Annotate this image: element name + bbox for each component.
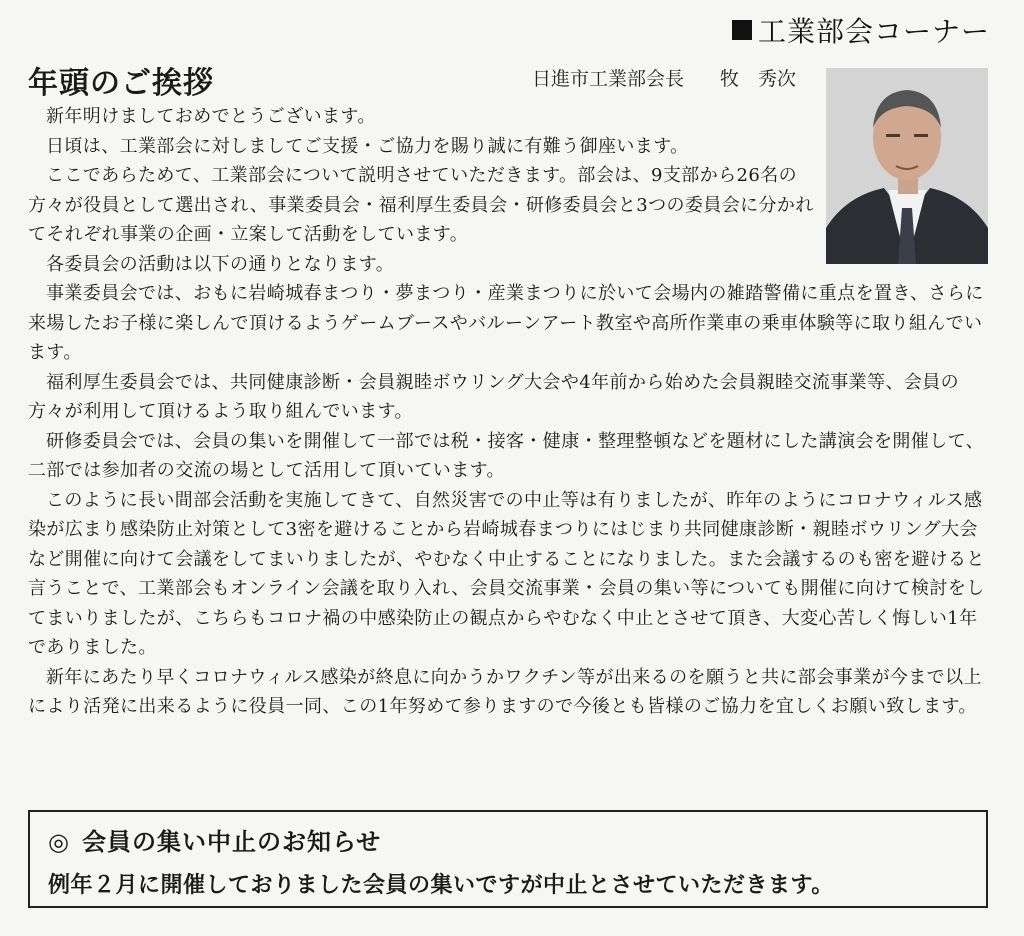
author-line bbox=[532, 64, 796, 91]
notice-box bbox=[28, 810, 988, 908]
square-bullet-icon bbox=[732, 20, 752, 40]
paragraph: 福利厚生委員会では、共同健康診断・会員親睦ボウリング大会や4年前から始めた会員親睦交流事業等、会員の方々が利用して頂けるよう取り組んでいます。 bbox=[28, 371, 960, 422]
article-title: 年頭のご挨拶 bbox=[28, 66, 214, 101]
author-name: 牧 秀次 bbox=[720, 68, 797, 90]
paragraph: 各委員会の活動は以下の通りとなります。 bbox=[46, 253, 395, 275]
double-circle-icon: ◎ bbox=[48, 828, 70, 856]
paragraph: 新年にあたり早くコロナウィルス感染が終息に向かうかワクチン等が出来るのを願うと共に部会事業が今まで以上により活発に出来るように役員一同、この1年努めて参りますので今後とも皆様のご協力を宜しくお願い致します。 bbox=[28, 666, 982, 717]
paragraph: 日頃は、工業部会に対しましてご支援・ご協力を賜り誠に有難う御座います。 bbox=[46, 135, 689, 157]
paragraph: 新年明けましておめでとうございます。 bbox=[46, 106, 376, 127]
paragraph: 事業委員会では、おもに岩崎城春まつり・夢まつり・産業まつりに於いて会場内の雑踏警備に重点を置き、さらに来場したお子様に楽しんで頂けるようゲームブースやバルーンアート教室や高所作業車の乗車体験等に取り組んでいます。 bbox=[28, 283, 984, 363]
paragraph: このように長い間部会活動を実施してきて、自然災害での中止等は有りましたが、昨年のようにコロナウィルス感染が広まり感染防止対策として3密を避けることから岩崎城春まつりにはじまり共同健康診断・親睦ボウリング大会など開催に向けて会議をしてまいりましたが、やむなく中止することになりました。また会議するのも密を避けると言うことで、工業部会もオンライン会議を取り入れ、会員交流事業・会員の集い等についても開催に向けて検討をしてまいりましたが、こちらもコロナ禍の中感染防止の観点からやむなく中止とさせて頂き、大変心苦しく悔しい1年でありました。 bbox=[28, 489, 985, 658]
article-body bbox=[28, 102, 992, 722]
paragraph: 研修委員会では、会員の集いを開催して一部では税・接客・健康・整理整頓などを題材にした講演会を開催して、二部では参加者の交流の場として活用して頂いています。 bbox=[28, 430, 985, 481]
notice-heading bbox=[48, 822, 381, 857]
author-title: 日進市工業部会長 bbox=[532, 68, 685, 90]
notice-heading-text: 会員の集い中止のお知らせ bbox=[81, 828, 382, 856]
corner-label-text: 工業部会コーナー bbox=[757, 15, 990, 48]
notice-text: 例年２月に開催しておりました会員の集いですが中止とさせていただきます。 bbox=[48, 873, 834, 898]
section-corner-label bbox=[732, 10, 990, 50]
paragraph: ここであらためて、工業部会について説明させていただきます。部会は、9支部から26名の方々が役員として選出され、事業委員会・福利厚生委員会・研修委員会と3つの委員会に分かれてそれぞれ事業の企画・立案して活動をしています。 bbox=[28, 165, 814, 245]
